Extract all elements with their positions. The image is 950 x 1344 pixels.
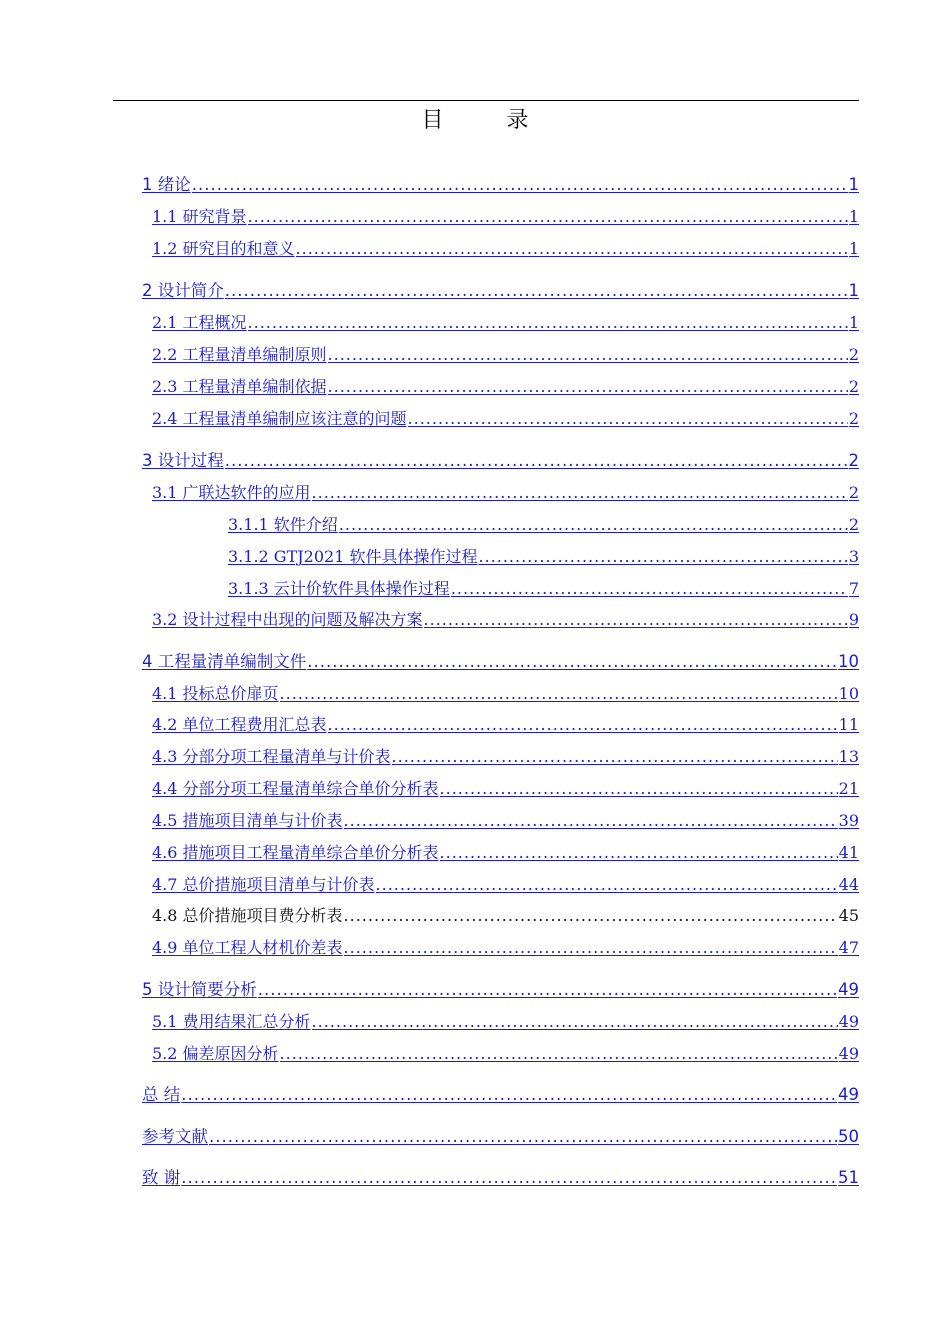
toc-leader-dots <box>392 745 838 769</box>
toc-entry-page: 7 <box>848 579 859 598</box>
toc-entry-title: 2.1 工程概况 <box>152 313 247 332</box>
toc-entry-page: 41 <box>838 843 859 862</box>
toc-entry-title: 参考文献 <box>142 1127 208 1146</box>
toc-entry[interactable] <box>142 1083 859 1107</box>
toc-leader-dots <box>296 237 848 261</box>
toc-entry-page: 51 <box>838 1168 859 1187</box>
toc-leader-dots <box>312 1010 838 1034</box>
toc-entry[interactable] <box>152 777 859 801</box>
toc-entry-title: 4.7 总价措施项目清单与计价表 <box>152 875 375 894</box>
toc-entry[interactable] <box>152 809 859 833</box>
toc-entry-page: 10 <box>838 684 859 703</box>
toc-entry-title: 5.2 偏差原因分析 <box>152 1044 279 1063</box>
toc-entry[interactable] <box>142 1125 859 1149</box>
toc-entry[interactable] <box>142 173 859 197</box>
toc-entry-page: 49 <box>838 1012 859 1031</box>
toc-entry-title: 4.6 措施项目工程量清单综合单价分析表 <box>152 843 439 862</box>
page-title: 目 录 <box>421 108 557 133</box>
toc-entry-page: 2 <box>848 451 859 470</box>
toc-leader-dots <box>258 978 837 1002</box>
toc-entry-title: 4 工程量清单编制文件 <box>142 652 307 671</box>
toc-entry[interactable] <box>142 978 859 1002</box>
toc-leader-dots <box>408 407 848 431</box>
toc-entry-title: 4.2 单位工程费用汇总表 <box>152 715 327 734</box>
toc-entry-page: 49 <box>838 1044 859 1063</box>
toc-entry-title: 4.5 措施项目清单与计价表 <box>152 811 343 830</box>
toc-entry-title: 1.2 研究目的和意义 <box>152 239 295 258</box>
toc-entry-page: 21 <box>838 779 859 798</box>
toc-entry[interactable] <box>152 936 859 960</box>
toc-entry[interactable] <box>152 1010 859 1034</box>
toc-leader-dots <box>225 279 848 303</box>
toc-entry-page: 2 <box>848 377 859 396</box>
toc-entry-title: 3.2 设计过程中出现的问题及解决方案 <box>152 610 423 629</box>
toc-leader-dots <box>248 311 848 335</box>
toc-entry-page: 1 <box>848 313 859 332</box>
toc-entry-page: 44 <box>838 875 859 894</box>
toc-entry-title: 4.9 单位工程人材机价差表 <box>152 938 343 957</box>
toc-entry[interactable] <box>152 745 859 769</box>
toc-entry-page: 13 <box>838 747 859 766</box>
toc-leader-dots <box>344 904 838 928</box>
toc-leader-dots <box>280 1042 838 1066</box>
toc-entry[interactable] <box>152 237 859 261</box>
toc-entry-title: 2.2 工程量清单编制原则 <box>152 345 327 364</box>
toc-entry-page: 11 <box>838 715 859 734</box>
toc-entry-title: 总 结 <box>142 1085 181 1104</box>
toc-entry-page: 1 <box>848 207 859 226</box>
toc-entry-title: 5.1 费用结果汇总分析 <box>152 1012 311 1031</box>
toc-leader-dots <box>344 809 838 833</box>
toc-entry[interactable] <box>152 407 859 431</box>
toc-entry-title: 2.4 工程量清单编制应该注意的问题 <box>152 409 407 428</box>
toc-entry-title: 4.4 分部分项工程量清单综合单价分析表 <box>152 779 439 798</box>
toc-leader-dots <box>312 481 848 505</box>
toc-entry-page: 2 <box>848 345 859 364</box>
toc-entry-title: 4.3 分部分项工程量清单与计价表 <box>152 747 391 766</box>
toc-entry-page: 45 <box>838 906 859 925</box>
toc-entry[interactable] <box>152 682 859 706</box>
toc-leader-dots <box>209 1125 837 1149</box>
toc-entry-title: 5 设计简要分析 <box>142 980 257 999</box>
toc-entry-title: 4.1 投标总价扉页 <box>152 684 279 703</box>
toc-entry[interactable] <box>152 311 859 335</box>
toc-leader-dots <box>192 173 848 197</box>
toc-leader-dots <box>225 449 848 473</box>
toc-leader-dots <box>328 343 848 367</box>
toc-entry-title: 3.1.2 GTJ2021 软件具体操作过程 <box>228 547 478 566</box>
toc-leader-dots <box>376 873 838 897</box>
toc-entry[interactable] <box>228 545 859 569</box>
toc-entry[interactable] <box>152 713 859 737</box>
toc-entry-title: 3.1.3 云计价软件具体操作过程 <box>228 579 450 598</box>
toc-entry-page: 50 <box>838 1127 859 1146</box>
toc-entry[interactable] <box>152 841 859 865</box>
toc-leader-dots <box>328 375 848 399</box>
toc-entry[interactable] <box>152 873 859 897</box>
toc-leader-dots <box>280 682 838 706</box>
toc-leader-dots <box>451 577 848 601</box>
toc-leader-dots <box>440 777 838 801</box>
toc-entry-page: 9 <box>848 610 859 629</box>
toc-entry-page: 49 <box>838 980 859 999</box>
toc-entry-page: 39 <box>838 811 859 830</box>
toc-entry-page: 49 <box>838 1085 859 1104</box>
toc-entry[interactable] <box>142 1166 859 1190</box>
toc-entry-title: 4.8 总价措施项目费分析表 <box>152 906 343 925</box>
toc-entry-page: 2 <box>848 515 859 534</box>
toc-leader-dots <box>181 1166 837 1190</box>
toc-entry[interactable] <box>152 608 859 632</box>
toc-entry[interactable] <box>152 375 859 399</box>
toc-entry-title: 3.1 广联达软件的应用 <box>152 483 311 502</box>
toc-entry-page: 2 <box>848 483 859 502</box>
toc-entry-title: 2 设计简介 <box>142 281 224 300</box>
toc-entry-page: 47 <box>838 938 859 957</box>
toc-leader-dots <box>328 713 838 737</box>
toc-leader-dots <box>248 205 848 229</box>
toc-leader-dots <box>478 545 847 569</box>
toc-entry <box>152 904 859 928</box>
toc-entry[interactable] <box>228 513 859 537</box>
toc-entry-page: 1 <box>848 175 859 194</box>
toc-entry[interactable] <box>228 577 859 601</box>
toc-entry-page: 3 <box>848 547 859 566</box>
toc-entry-title: 2.3 工程量清单编制依据 <box>152 377 327 396</box>
toc-entry[interactable] <box>152 343 859 367</box>
toc-entry-page: 1 <box>848 239 859 258</box>
toc-entry-title: 3.1.1 软件介绍 <box>228 515 338 534</box>
toc-entry-title: 致 谢 <box>142 1168 181 1187</box>
toc-entry[interactable] <box>152 1042 859 1066</box>
toc-entry[interactable] <box>142 279 859 303</box>
toc-entry-page: 10 <box>838 652 859 671</box>
toc-leader-dots <box>307 650 837 674</box>
toc-entry-page: 1 <box>848 281 859 300</box>
toc-entry[interactable] <box>152 205 859 229</box>
toc-leader-dots <box>181 1083 837 1107</box>
toc-leader-dots <box>440 841 838 865</box>
toc-entry-title: 1.1 研究背景 <box>152 207 247 226</box>
toc-leader-dots <box>424 608 848 632</box>
toc-leader-dots <box>344 936 838 960</box>
toc-entry-page: 2 <box>848 409 859 428</box>
toc-entry[interactable] <box>152 481 859 505</box>
toc-entry[interactable] <box>142 650 859 674</box>
toc-entry[interactable] <box>142 449 859 473</box>
toc-entry-title: 3 设计过程 <box>142 451 224 470</box>
toc-entry-title: 1 绪论 <box>142 175 191 194</box>
toc-leader-dots <box>339 513 848 537</box>
